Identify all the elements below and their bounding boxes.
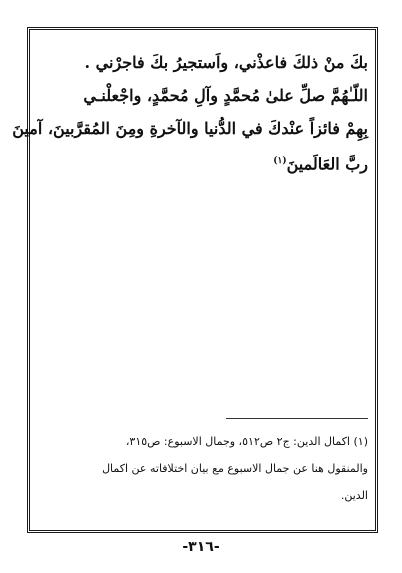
prayer-text bbox=[12, 46, 368, 180]
prayer-line-3: بِهِمْ فائزاً عنْدكَ في الدُّنيا والآخرةِ ومِنَ المُقرَّبينَ، آمينَ bbox=[12, 119, 368, 138]
footnote-line-2: والمنقول هنا عن جمال الاسبوع مع بيان اختلافاته عن اكمال bbox=[102, 462, 368, 475]
footnote-marker: (١) bbox=[273, 156, 287, 166]
footnotes bbox=[38, 428, 368, 509]
footnote-line-1: (١) اكمال الدين: ج٢ ص٥١٢، وجمال الاسبوع: ص٣١٥، bbox=[125, 435, 368, 448]
page-number: -٣١٦- bbox=[182, 539, 220, 555]
prayer-line-2: اللّـٰهُمَّ صلِّ علىٰ مُحمَّدٍ وآلِ مُحمَّدٍ، واجْعلْنـي bbox=[83, 86, 368, 105]
footnote-divider bbox=[226, 418, 368, 419]
prayer-line-4-text: ربَّ العَالَمينَ bbox=[286, 154, 368, 174]
footnote-line-3: الدين. bbox=[340, 489, 368, 502]
prayer-line-4 bbox=[40, 145, 368, 180]
prayer-line-1: بكَ منْ ذلكَ فاعذْني، واَستجيرُ بكَ فاجرْني . bbox=[84, 53, 368, 72]
